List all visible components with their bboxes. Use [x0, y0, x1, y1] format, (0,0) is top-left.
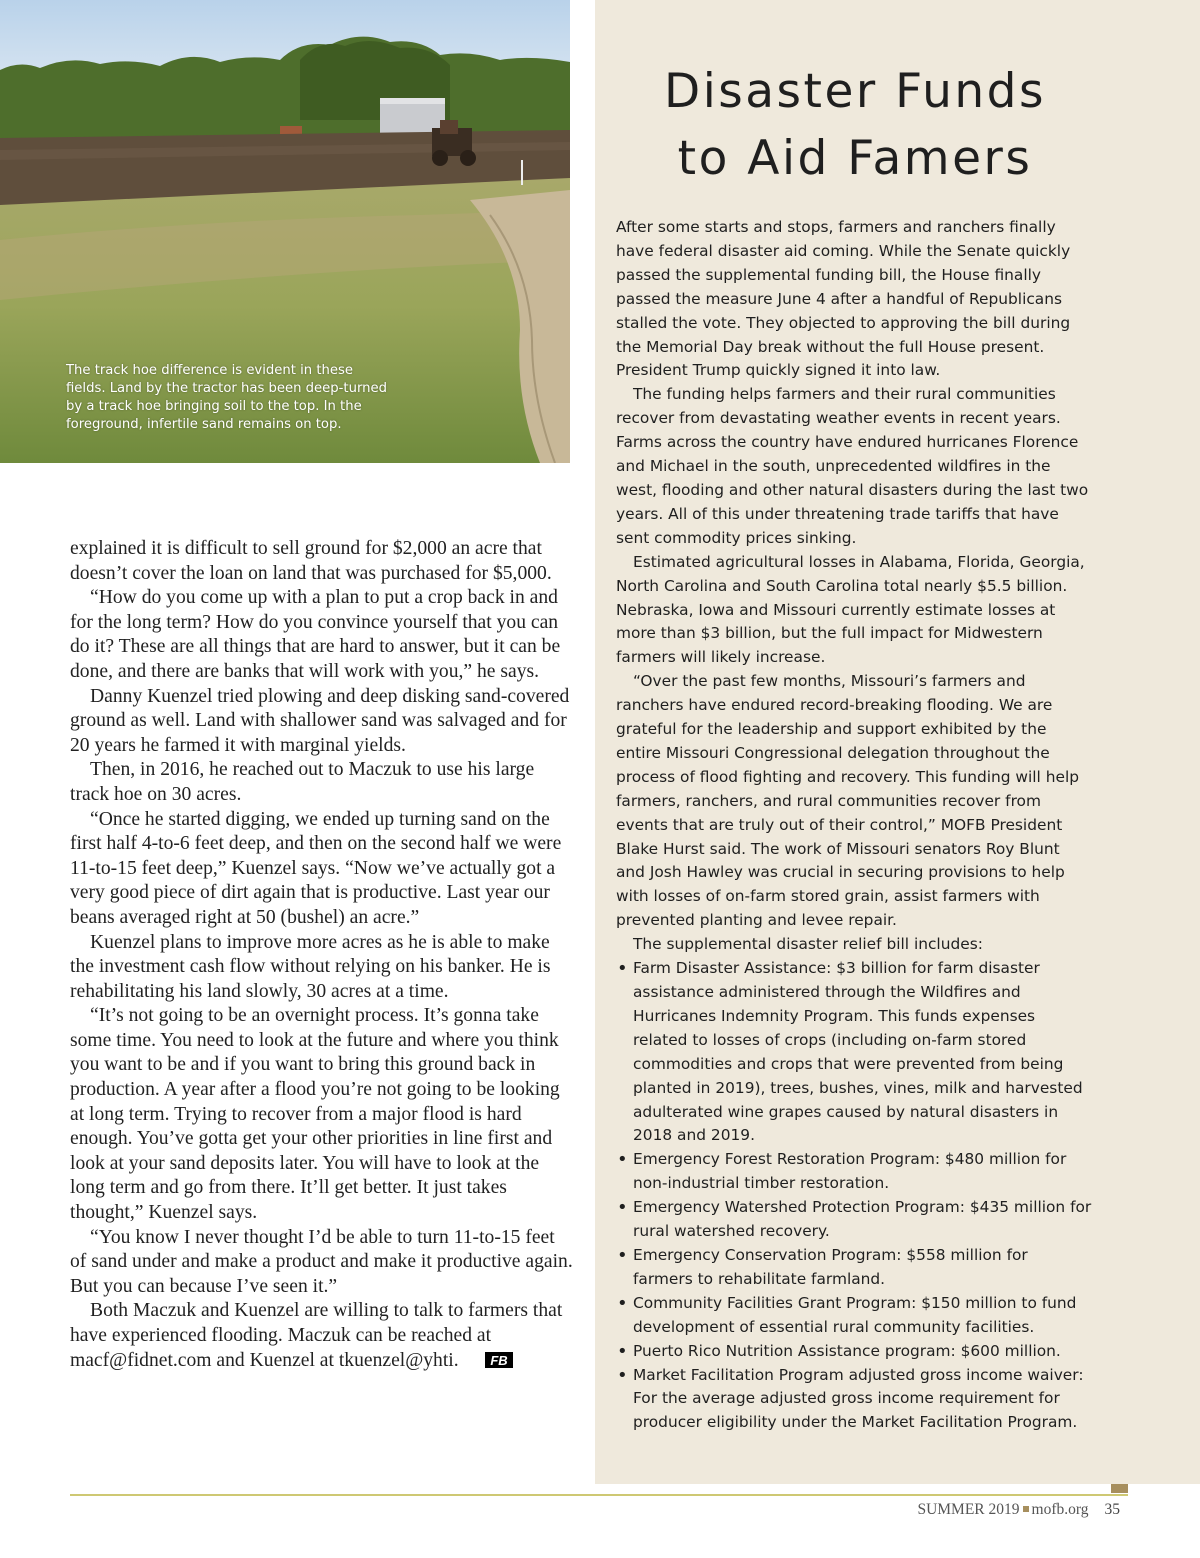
gold-accent-tab	[1111, 1484, 1128, 1493]
article-paragraph: Danny Kuenzel tried plowing and deep disking sand-covered ground as well. Land with shallower sand was salvaged and for 20 years he farmed it with marginal yields.	[70, 685, 570, 756]
article-paragraph: “It’s not going to be an overnight process. It’s gonna take some time. You need to look at the future and where you think you want to be and if you want to bring this ground back in production. A year after a flood you’re not going to be looking at long term. Trying to recover from a major flood is hard enough. You’ve gotta get your other priorities in line first and look at your sand deposits later. You will have to look at the long term and go from there. It’ll get better. It just takes thought,” Kuenzel says.	[70, 1005, 560, 1224]
sidebar-paragraph: “Over the past few months, Missouri’s farmers and ranchers have endured record-breaking flooding. We are grateful for the leadership and support exhibited by the entire Missouri Congressional delegation throughout the process of flood fighting and recovery. This funding will help farmers, ranchers, and rural communities recover from events that are truly out of their control,” MOFB President Blake Hurst said. The work of Missouri senators Roy Blunt and Josh Hawley was crucial in securing provisions to help with losses of on-farm stored grain, assist farmers with prevented planting and levee repair.	[616, 672, 1079, 930]
footer-site: mofb.org	[1031, 1501, 1089, 1518]
article-paragraph: explained it is difficult to sell ground for $2,000 an acre that doesn’t cover the loan on land that was purchased for $5,000.	[70, 538, 552, 584]
sidebar-title	[595, 58, 1115, 192]
sidebar-paragraph: The supplemental disaster relief bill includes:	[633, 935, 983, 954]
relief-bill-list	[616, 957, 1092, 1435]
footer-rule	[70, 1494, 1128, 1496]
sidebar-title-line1: Disaster Funds	[664, 64, 1046, 119]
article-body	[70, 537, 575, 1375]
list-item: • Emergency Watershed Protection Program: $435 million for rural watershed recovery.	[616, 1196, 1092, 1244]
list-item: • Emergency Conservation Program: $558 million for farmers to rehabilitate farmland.	[616, 1244, 1092, 1292]
list-item: • Emergency Forest Restoration Program: $480 million for non-industrial timber restoration.	[616, 1148, 1092, 1196]
article-paragraph: Kuenzel plans to improve more acres as he is able to make the investment cash flow without relying on his banker. He is rehabilitating his land slowly, 30 acres at a time.	[70, 931, 551, 1002]
photo-caption: The track hoe difference is evident in these fields. Land by the tractor has been deep-turned by a track hoe bringing soil to the top. In the foreground, infertile sand remains on top.	[66, 363, 387, 432]
list-item: • Farm Disaster Assistance: $3 billion for farm disaster assistance administered through the Wildfires and Hurricanes Indemnity Program. This funds expenses related to losses of crops (including on-farm stored commodities and crops that were prevented from being planted in 2019), trees, bushes, vines, milk and harvested adulterated wine grapes caused by natural disasters in 2018 and 2019.	[616, 957, 1092, 1148]
list-item: • Community Facilities Grant Program: $150 million to fund development of essential rural community facilities.	[616, 1292, 1092, 1340]
article-paragraph: Then, in 2016, he reached out to Maczuk to use his large track hoe on 30 acres.	[70, 759, 535, 805]
page-footer	[917, 1501, 1120, 1519]
sidebar-body	[616, 216, 1092, 1435]
disaster-funds-sidebar	[595, 0, 1200, 1484]
article-paragraph-last	[70, 1299, 575, 1375]
article-paragraph: “How do you come up with a plan to put a crop back in and for the long term? How do you convince yourself that you can do it? These are all things that are hard to answer, but it can be done, and there are banks that will work with you,” he says.	[70, 587, 561, 682]
list-item: • Puerto Rico Nutrition Assistance program: $600 million.	[616, 1340, 1092, 1364]
article-closing-text: Both Maczuk and Kuenzel are willing to talk to farmers that have experienced flooding. Maczuk can be reached at macf@fidnet.com and Kuenzel at tkuenzel@yhti.	[70, 1300, 563, 1371]
sidebar-paragraph: After some starts and stops, farmers and ranchers finally have federal disaster aid coming. While the Senate quickly passed the supplemental funding bill, the House finally passed the measure June 4 after a handful of Republicans stalled the vote. They objected to approving the bill during the Memorial Day break without the full House present. President Trump quickly signed it into law.	[616, 218, 1071, 380]
sidebar-paragraph: The funding helps farmers and their rural communities recover from devastating weather events in recent years. Farms across the country have endured hurricanes Florence and Michael in the south, unprecedented wildfires in the west, flooding and other natural disasters during the last two years. All of this under threatening trade tariffs that have sent commodity prices sinking.	[616, 385, 1089, 547]
sidebar-title-line2: to Aid Famers	[677, 131, 1033, 186]
list-item: • Market Facilitation Program adjusted gross income waiver: For the average adjusted gross income requirement for producer eligibility under the Market Facilitation Program.	[616, 1364, 1092, 1436]
article-paragraph: “You know I never thought I’d be able to turn 11-to-15 feet of sand under and make a product and make it productive again. But you can because I’ve seen it.”	[70, 1226, 573, 1297]
page-number: 35	[1104, 1501, 1120, 1518]
farm-field-photo	[0, 0, 570, 463]
article-paragraph: “Once he started digging, we ended up turning sand on the first half 4-to-6 feet deep, and then on the second half we were 11-to-15 feet deep,” Kuenzel says. “Now we’ve actually got a very good piece of dirt again that is productive. Last year our beans averaged right at 50 (bushel) an acre.”	[70, 808, 562, 928]
farm-bureau-logo-text: FB	[489, 1352, 508, 1368]
footer-separator-icon	[1023, 1506, 1029, 1512]
footer-issue: SUMMER 2019	[917, 1501, 1020, 1518]
farm-bureau-logo-icon	[465, 1351, 513, 1376]
sidebar-paragraph: Estimated agricultural losses in Alabama, Florida, Georgia, North Carolina and South Carolina total nearly $5.5 billion. Nebraska, Iowa and Missouri currently estimate losses at more than $3 billion, but the full impact for Midwestern farmers will likely increase.	[616, 552, 1085, 667]
